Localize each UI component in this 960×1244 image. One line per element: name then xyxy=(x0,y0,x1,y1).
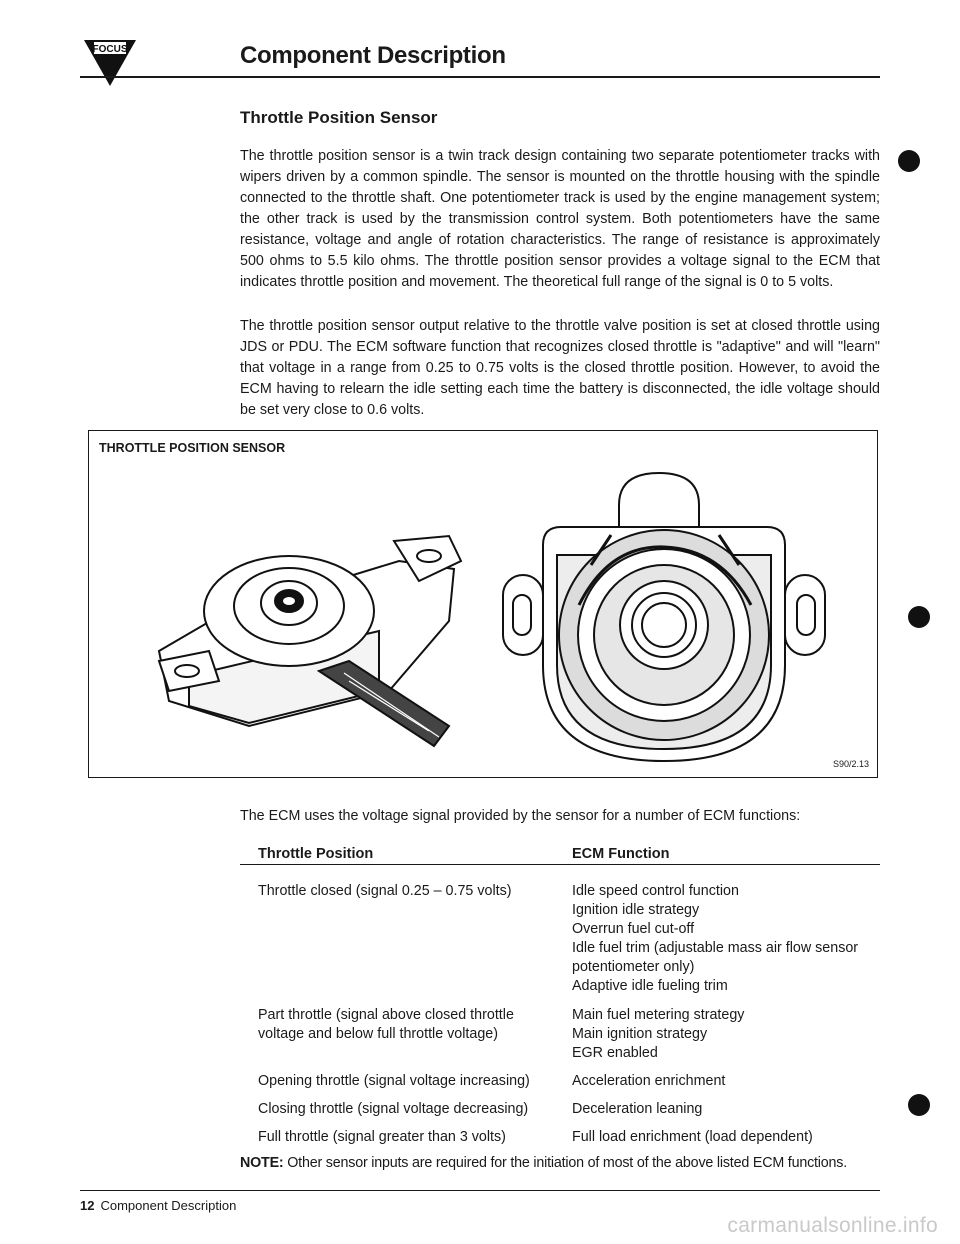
note xyxy=(240,1155,880,1171)
table-cell-throttle: Throttle closed (signal 0.25 – 0.75 volts) xyxy=(258,883,512,899)
figure-box xyxy=(88,430,878,778)
figure-code: S90/2.13 xyxy=(832,759,869,769)
footer xyxy=(80,1198,236,1213)
page-header-title: Component Description xyxy=(240,42,506,69)
figure-title: THROTTLE POSITION SENSOR xyxy=(99,441,286,455)
table-divider xyxy=(240,864,880,865)
note-label: NOTE: xyxy=(240,1155,284,1171)
table-cell-throttle: Closing throttle (signal voltage decreasing) xyxy=(258,1101,529,1117)
table-cell-ecm: Acceleration enrichment xyxy=(572,1073,726,1089)
sensor-exterior-illustration xyxy=(149,501,479,751)
column-header-throttle: Throttle Position xyxy=(258,846,374,862)
logo-text: FOCUS xyxy=(92,44,128,55)
table-cell-ecm: Main fuel metering strategy Main ignition strategy EGR enabled xyxy=(572,1007,745,1061)
table-cell-throttle: Opening throttle (signal voltage increasing) xyxy=(258,1073,530,1089)
table-cell-throttle: Part throttle (signal above closed throttle voltage and below full throttle voltage) xyxy=(258,1007,514,1042)
paragraph-2: The throttle position sensor output relative to the throttle valve position is set at closed throttle using JDS or PDU. The ECM software function that recognizes closed throttle is "adaptive" and will "learn" that voltage in a range from 0.25 to 0.75 volts is the closed throttle position. However, to avoid the ECM having to relearn the idle setting each time the battery is disconnected, the idle voltage should be set very close to 0.6 volts. xyxy=(240,318,880,418)
note-text: Other sensor inputs are required for the initiation of most of the above listed ECM functions. xyxy=(287,1155,847,1171)
paragraph-1: The throttle position sensor is a twin track design containing two separate potentiometer tracks with wipers driven by a common spindle. The sensor is mounted on the throttle housing with the spindle connected to the throttle shaft. One potentiometer track is used by the engine management system; the other track is used by the transmission control system. Both potentiometers have the same resistance, voltage and angle of rotation characteristics. The range of resistance is approximately 500 ohms to 5.5 kilo ohms. The throttle position sensor provides a voltage signal to the ECM that indicates throttle position and movement. The theoretical full range of the signal is 0 to 5 volts. xyxy=(240,148,880,290)
sensor-interior-illustration xyxy=(499,465,829,765)
margin-dot xyxy=(898,150,920,172)
table-cell-ecm: Idle speed control function Ignition idle strategy Overrun fuel cut-off Idle fuel trim (adjustable mass air flow sensor potentiometer only) Adaptive idle fueling trim xyxy=(572,883,859,994)
page-number: 12 xyxy=(80,1198,95,1213)
footer-divider xyxy=(80,1190,880,1191)
watermark: carmanualsonline.info xyxy=(727,1214,938,1237)
column-header-ecm: ECM Function xyxy=(572,846,670,862)
focus-logo xyxy=(80,34,140,90)
footer-section-name: Component Description xyxy=(100,1198,237,1213)
table-cell-ecm: Deceleration leaning xyxy=(572,1101,703,1117)
section-title: Throttle Position Sensor xyxy=(240,108,438,127)
header-divider xyxy=(80,76,880,78)
table-cell-ecm: Full load enrichment (load dependent) xyxy=(572,1129,813,1145)
table-cell-throttle: Full throttle (signal greater than 3 volts) xyxy=(258,1129,506,1145)
table-intro: The ECM uses the voltage signal provided by the sensor for a number of ECM functions: xyxy=(240,808,801,824)
margin-dot xyxy=(908,1094,930,1116)
margin-dot xyxy=(908,606,930,628)
